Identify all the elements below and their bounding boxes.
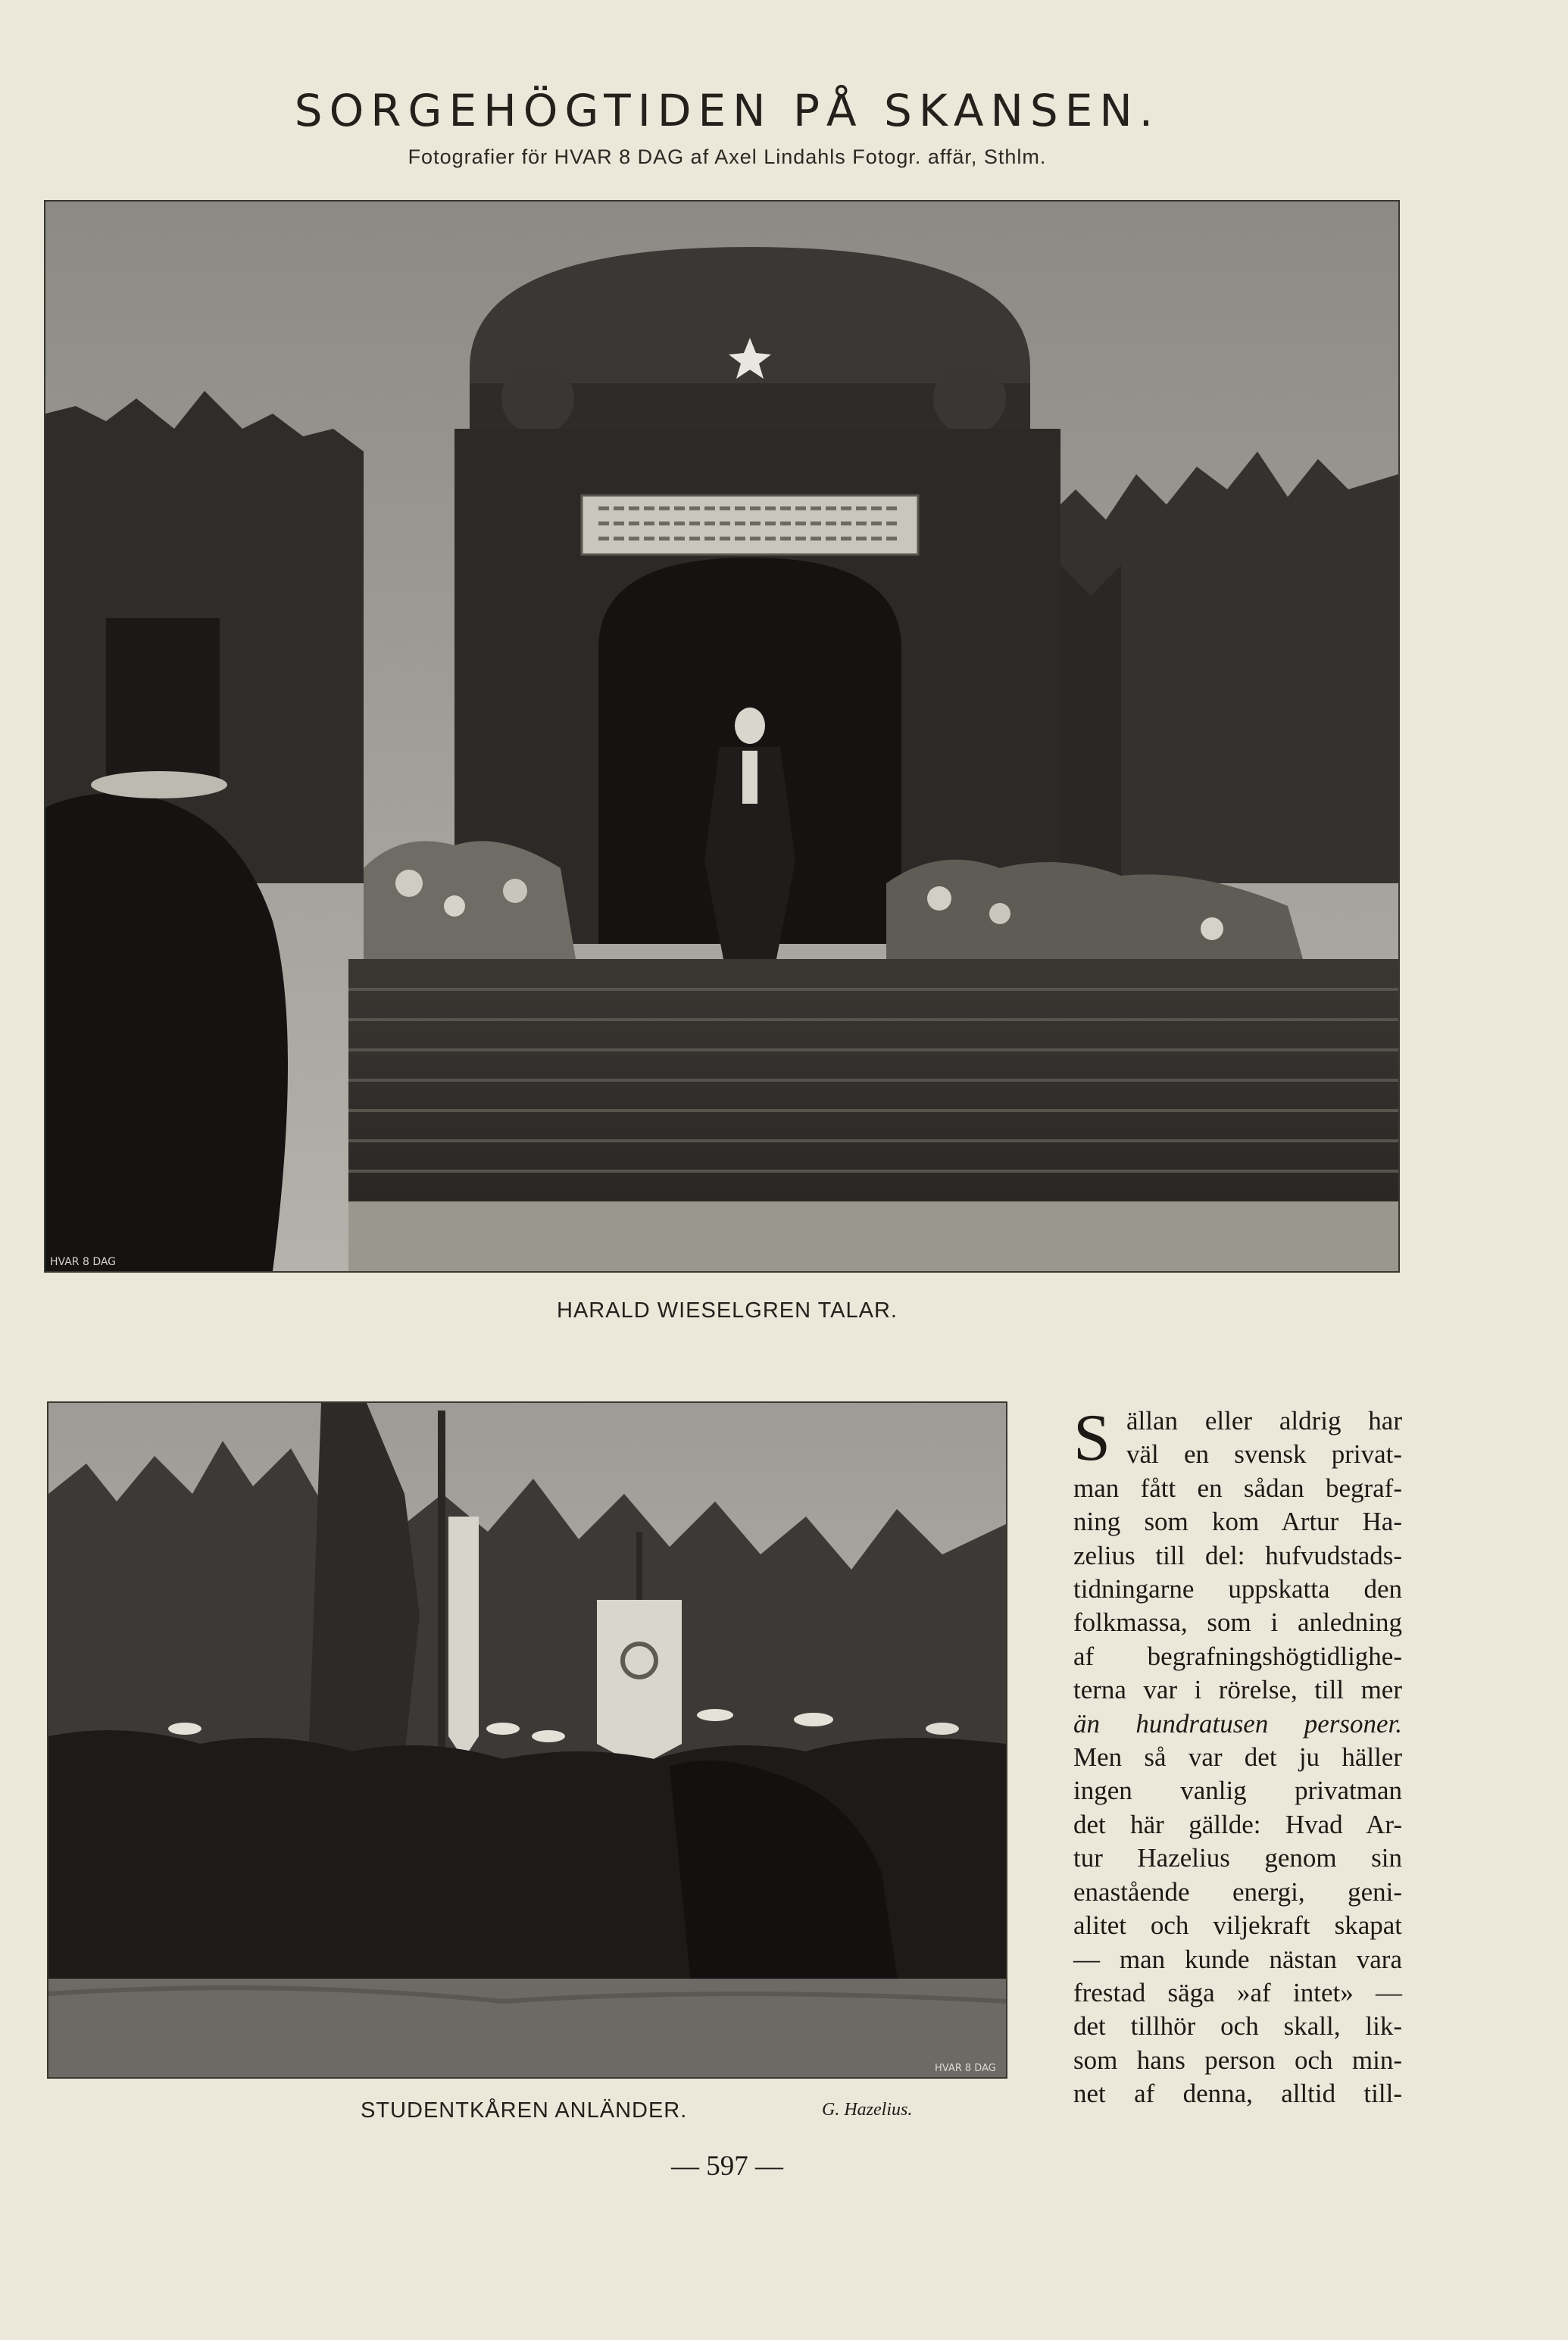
article-line: frestad säga »af intet» — xyxy=(1073,1977,1402,2007)
article-line: folkmassa, som i anledning xyxy=(1073,1607,1402,1638)
article-line: man fått en sådan begraf- xyxy=(1073,1473,1402,1503)
article-line: väl en svensk privat- xyxy=(1126,1439,1402,1470)
article-line: enastående energi, geni- xyxy=(1073,1876,1402,1907)
article-line: tur Hazelius genom sin xyxy=(1073,1843,1402,1873)
photo-speech-watermark: HVAR 8 DAG xyxy=(50,1256,117,1268)
article-line: — man kunde nästan vara xyxy=(1073,1944,1402,1974)
article-line: ingen vanlig privatman xyxy=(1073,1776,1402,1806)
article-line: af begrafningshögtidlighe- xyxy=(1073,1641,1402,1671)
article-line: zelius till del: hufvudstads- xyxy=(1073,1540,1402,1570)
caption-speech: HARALD WIESELGREN TALAR. xyxy=(557,1298,898,1323)
photo-credit: Fotografier för HVAR 8 DAG af Axel Lindahls Fotogr. affär, Sthlm. xyxy=(408,145,1047,168)
page-title: SORGEHÖGTIDEN PÅ SKANSEN. xyxy=(294,85,1160,136)
article-dropcap: S xyxy=(1073,1401,1110,1475)
article-line: net af denna, alltid till- xyxy=(1073,2079,1402,2109)
photo-speech-image xyxy=(45,202,1398,1271)
caption-students: STUDENTKÅREN ANLÄNDER. xyxy=(361,2098,688,2123)
photo-students-image xyxy=(48,1403,1006,2077)
article-line: alitet och viljekraft skapat xyxy=(1073,1910,1402,1941)
page-number: — 597 — xyxy=(671,2151,783,2182)
article-line: terna var i rörelse, till mer xyxy=(1073,1675,1402,1705)
article-line: Men så var det ju häller xyxy=(1073,1742,1402,1773)
article-line: ällan eller aldrig har xyxy=(1126,1406,1402,1436)
article-column xyxy=(1073,1401,1402,2111)
article-line: det tillhör och skall, lik- xyxy=(1073,2011,1402,2042)
photo-speech xyxy=(44,200,1400,1273)
article-line: tidningarne uppskatta den xyxy=(1073,1574,1402,1604)
article-line: det här gällde: Hvad Ar- xyxy=(1073,1809,1402,1839)
article-line: än hundratusen personer. xyxy=(1073,1708,1402,1739)
author-signature: G. Hazelius. xyxy=(822,2100,913,2120)
photo-students xyxy=(47,1401,1007,2079)
article-line: som hans person och min- xyxy=(1073,2045,1402,2075)
photo-students-watermark: HVAR 8 DAG xyxy=(935,2063,996,2074)
article-line: ning som kom Artur Ha- xyxy=(1073,1507,1402,1537)
